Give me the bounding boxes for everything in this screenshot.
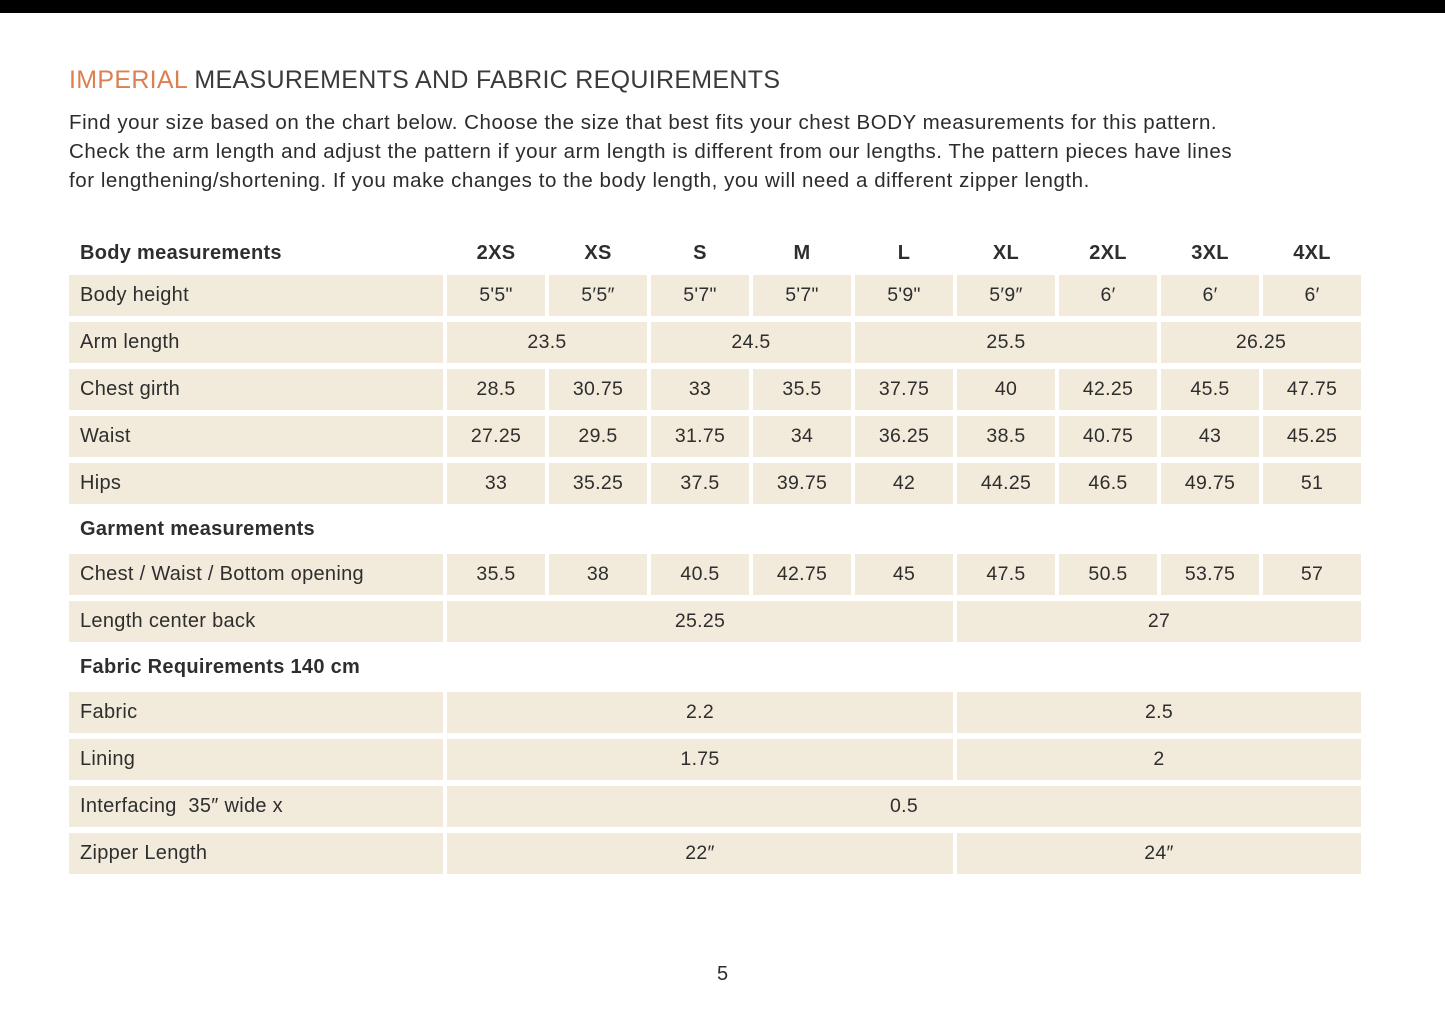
value-cell: 35.25 [549, 463, 647, 504]
row-label: Waist [69, 416, 443, 457]
value-cell: 36.25 [855, 416, 953, 457]
value-cell: 6′ [1263, 275, 1361, 316]
row-label: Body height [69, 275, 443, 316]
value-cell: 25.25 [447, 601, 953, 642]
row-label: Length center back [69, 601, 443, 642]
section-row [69, 648, 1361, 686]
value-cell: 49.75 [1161, 463, 1259, 504]
section-header: Fabric Requirements 140 cm [80, 655, 361, 678]
size-column-header-xl: XL [992, 241, 1020, 264]
intro-paragraph [69, 108, 1389, 195]
page-title [69, 66, 1389, 95]
value-cell: 5'7" [753, 275, 851, 316]
value-cell: 5′5″ [549, 275, 647, 316]
value-cell: 33 [651, 369, 749, 410]
value-cell: 33 [447, 463, 545, 504]
table-row [69, 554, 1361, 595]
table-row [69, 322, 1361, 363]
value-cell: 2 [957, 739, 1361, 780]
value-cell: 1.75 [447, 739, 953, 780]
value-cell: 47.75 [1263, 369, 1361, 410]
table-body [69, 237, 1361, 874]
size-column-header-4xl: 4XL [1293, 241, 1331, 264]
table-row [69, 416, 1361, 457]
row-label: Chest / Waist / Bottom opening [69, 554, 443, 595]
table-row [69, 275, 1361, 316]
value-cell: 45.25 [1263, 416, 1361, 457]
value-cell: 57 [1263, 554, 1361, 595]
value-cell: 27 [957, 601, 1361, 642]
body-measurements-header: Body measurements [80, 241, 282, 264]
value-cell: 38.5 [957, 416, 1055, 457]
size-column-header-l: L [897, 241, 911, 264]
measurement-table [65, 231, 1365, 880]
value-cell: 51 [1263, 463, 1361, 504]
value-cell: 47.5 [957, 554, 1055, 595]
value-cell: 5'7" [651, 275, 749, 316]
size-column-header-xs: XS [584, 241, 612, 264]
value-cell: 46.5 [1059, 463, 1157, 504]
value-cell: 0.5 [447, 786, 1361, 827]
table-row [69, 369, 1361, 410]
value-cell: 39.75 [753, 463, 851, 504]
value-cell: 50.5 [1059, 554, 1157, 595]
size-column-header-3xl: 3XL [1191, 241, 1229, 264]
section-row [69, 510, 1361, 548]
value-cell: 2.2 [447, 692, 953, 733]
value-cell: 45.5 [1161, 369, 1259, 410]
row-label: Zipper Length [69, 833, 443, 874]
size-column-header-2xs: 2XS [476, 241, 516, 264]
table-row [69, 463, 1361, 504]
page-title-highlight: IMPERIAL [69, 66, 188, 94]
value-cell: 42.75 [753, 554, 851, 595]
value-cell: 45 [855, 554, 953, 595]
intro-line-3: for lengthening/shortening. If you make changes to the body length, you will need a different zipper length. [69, 169, 1090, 192]
value-cell: 38 [549, 554, 647, 595]
top-black-bar [0, 0, 1445, 13]
size-column-header-m: M [793, 241, 811, 264]
value-cell: 6′ [1161, 275, 1259, 316]
value-cell: 30.75 [549, 369, 647, 410]
value-cell: 40.5 [651, 554, 749, 595]
value-cell: 26.25 [1161, 322, 1361, 363]
table-row [69, 786, 1361, 827]
page-number: 5 [716, 963, 729, 985]
value-cell: 5'9" [855, 275, 953, 316]
value-cell: 28.5 [447, 369, 545, 410]
value-cell: 24.5 [651, 322, 851, 363]
intro-line-1: Find your size based on the chart below. Choose the size that best fits your chest BODY measurements for this pattern. [69, 111, 1218, 134]
value-cell: 6′ [1059, 275, 1157, 316]
value-cell: 35.5 [753, 369, 851, 410]
value-cell: 40.75 [1059, 416, 1157, 457]
value-cell: 53.75 [1161, 554, 1259, 595]
size-column-header-2xl: 2XL [1089, 241, 1127, 264]
table-row [69, 692, 1361, 733]
row-label: Hips [69, 463, 443, 504]
row-label: Chest girth [69, 369, 443, 410]
size-column-header-s: S [693, 241, 707, 264]
row-label: Interfacing 35″ wide x [69, 786, 443, 827]
value-cell: 29.5 [549, 416, 647, 457]
value-cell: 27.25 [447, 416, 545, 457]
table-header-row [69, 237, 1361, 269]
value-cell: 42 [855, 463, 953, 504]
section-header: Garment measurements [80, 517, 315, 540]
page-content [69, 66, 1389, 880]
value-cell: 24″ [957, 833, 1361, 874]
row-label: Fabric [69, 692, 443, 733]
value-cell: 42.25 [1059, 369, 1157, 410]
page-title-rest: MEASUREMENTS AND FABRIC REQUIREMENTS [187, 66, 781, 94]
intro-line-2: Check the arm length and adjust the pattern if your arm length is different from our lengths. The pattern pieces have lines [69, 140, 1233, 163]
table-row [69, 601, 1361, 642]
value-cell: 34 [753, 416, 851, 457]
value-cell: 37.75 [855, 369, 953, 410]
value-cell: 43 [1161, 416, 1259, 457]
table-row [69, 739, 1361, 780]
value-cell: 5'5" [447, 275, 545, 316]
value-cell: 5′9″ [957, 275, 1055, 316]
value-cell: 37.5 [651, 463, 749, 504]
row-label: Arm length [69, 322, 443, 363]
row-label: Lining [69, 739, 443, 780]
table-row [69, 833, 1361, 874]
value-cell: 35.5 [447, 554, 545, 595]
value-cell: 31.75 [651, 416, 749, 457]
value-cell: 25.5 [855, 322, 1157, 363]
value-cell: 44.25 [957, 463, 1055, 504]
value-cell: 22″ [447, 833, 953, 874]
value-cell: 40 [957, 369, 1055, 410]
value-cell: 23.5 [447, 322, 647, 363]
value-cell: 2.5 [957, 692, 1361, 733]
